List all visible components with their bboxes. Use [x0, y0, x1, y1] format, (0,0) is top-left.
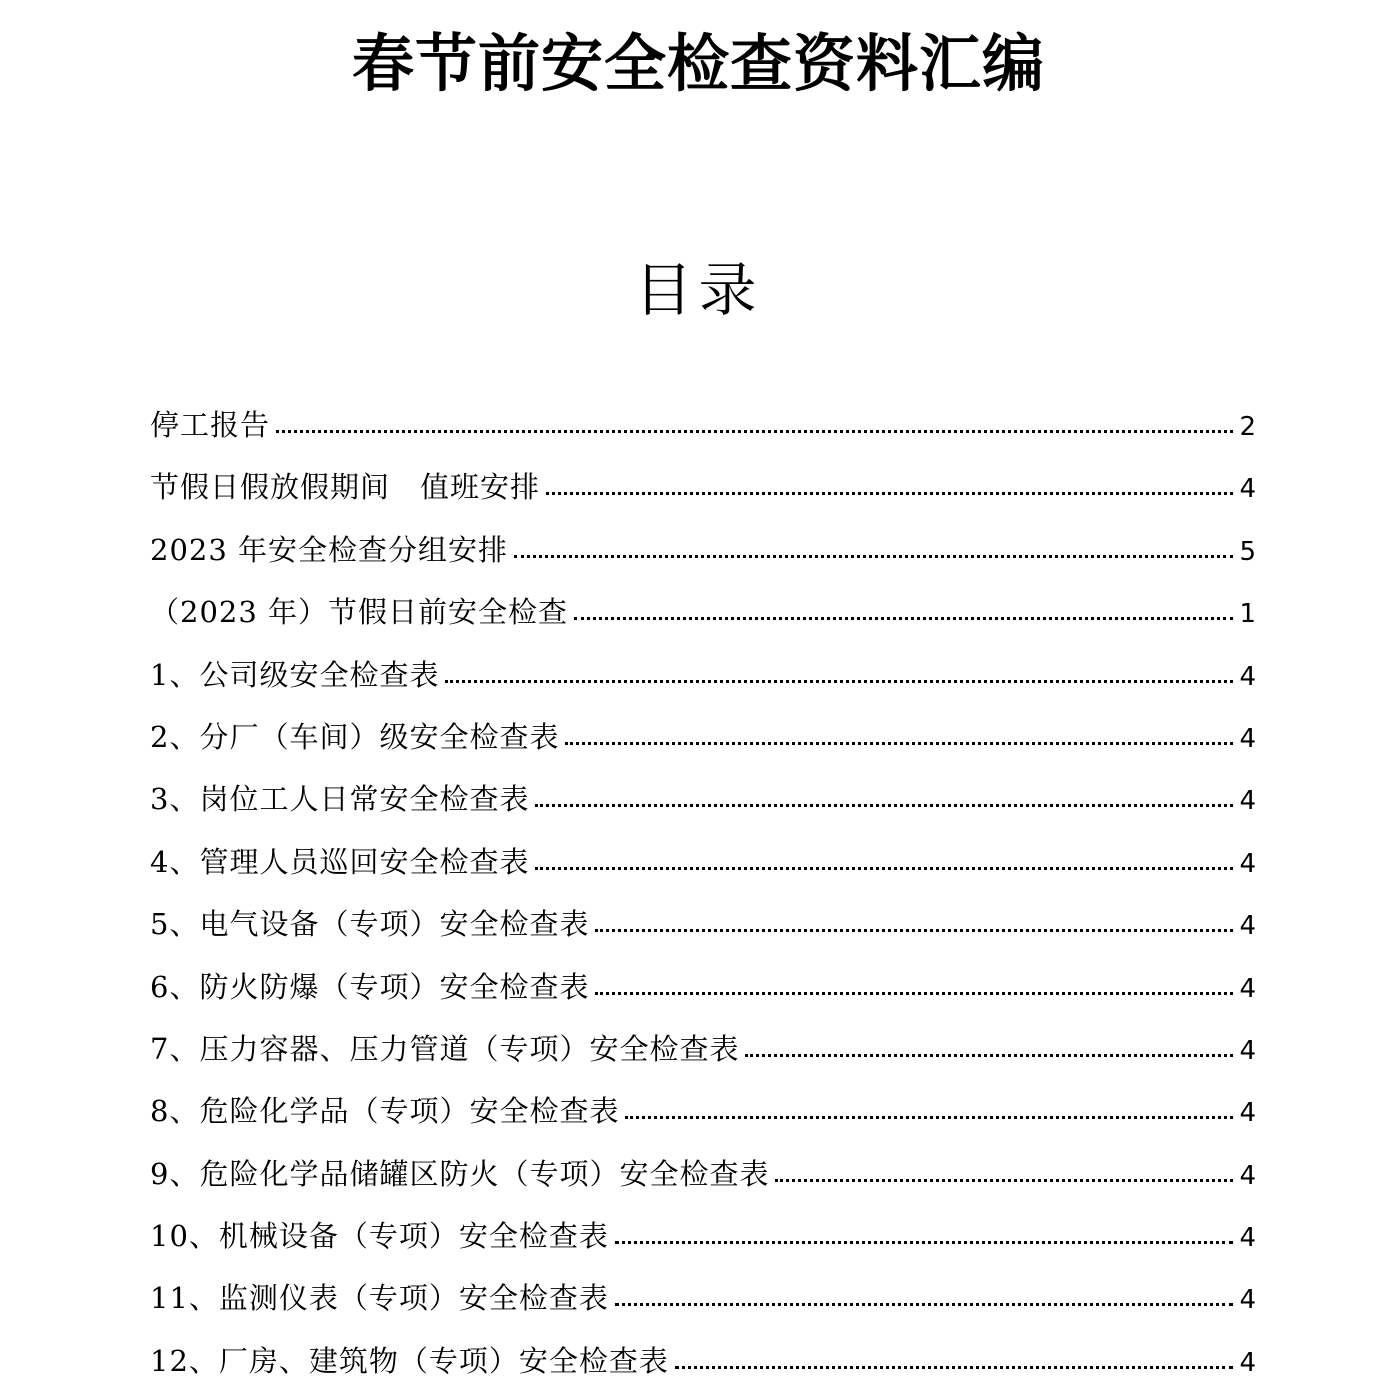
toc-entry-tank-farm-fire-checklist[interactable]: [150, 1151, 1256, 1213]
toc-page-number: 2: [1239, 412, 1256, 442]
toc-page-number: 4: [1239, 973, 1256, 1004]
toc-entry-holiday-duty-schedule[interactable]: [150, 464, 1256, 526]
toc-page-number: 4: [1239, 911, 1256, 942]
toc-page-number: 5: [1239, 536, 1256, 567]
toc-page-number: 4: [1239, 474, 1256, 505]
toc-entry-text: 1、公司级安全检查表: [150, 657, 440, 692]
table-of-contents: [150, 402, 1256, 1400]
toc-entry-company-level-checklist[interactable]: [150, 652, 1256, 714]
toc-dot-leader: [276, 430, 1233, 433]
toc-entry-instruments-checklist[interactable]: [150, 1275, 1256, 1337]
toc-entry-text: 12、厂房、建筑物（专项）安全检查表: [150, 1343, 669, 1378]
toc-dot-leader: [595, 992, 1233, 995]
toc-dot-leader: [625, 1116, 1233, 1119]
toc-dot-leader: [675, 1366, 1234, 1369]
toc-entry-text: 8、危险化学品（专项）安全检查表: [150, 1094, 620, 1129]
toc-entry-stop-work-report[interactable]: [150, 402, 1256, 464]
toc-entry-text: （2023 年）节假日前安全检查: [150, 595, 569, 630]
toc-entry-text: 5、电气设备（专项）安全检查表: [150, 907, 590, 942]
toc-entry-worker-daily-checklist[interactable]: [150, 776, 1256, 838]
toc-entry-workshop-level-checklist[interactable]: [150, 714, 1256, 776]
toc-dot-leader: [535, 804, 1233, 807]
toc-dot-leader: [574, 617, 1233, 620]
toc-entry-text: 7、压力容器、压力管道（专项）安全检查表: [150, 1031, 740, 1066]
toc-dot-leader: [745, 1054, 1233, 1057]
toc-page-number: 1: [1239, 599, 1256, 630]
toc-heading: 目录: [634, 256, 763, 324]
toc-entry-text: 10、机械设备（专项）安全检查表: [150, 1219, 609, 1254]
toc-entry-pre-holiday-inspection[interactable]: [150, 589, 1256, 651]
toc-entry-text: 11、监测仪表（专项）安全检查表: [150, 1281, 609, 1316]
toc-page-number: 4: [1239, 1035, 1256, 1066]
toc-page-number: 4: [1239, 661, 1256, 692]
toc-entry-text: 6、防火防爆（专项）安全检查表: [150, 969, 590, 1004]
toc-entry-electrical-equipment-checklist[interactable]: [150, 901, 1256, 963]
toc-entry-text: 停工报告: [150, 408, 271, 442]
toc-page-number: 4: [1239, 786, 1256, 817]
toc-page-number: 4: [1239, 1223, 1256, 1254]
toc-dot-leader: [445, 680, 1233, 683]
toc-entry-inspection-group-arrangement[interactable]: [150, 527, 1256, 589]
toc-dot-leader: [595, 929, 1233, 932]
toc-dot-leader: [535, 867, 1233, 870]
toc-entry-text: 2023 年安全检查分组安排: [150, 532, 509, 567]
toc-entry-manager-patrol-checklist[interactable]: [150, 839, 1256, 901]
toc-entry-pressure-vessel-checklist[interactable]: [150, 1026, 1256, 1088]
toc-dot-leader: [615, 1303, 1234, 1306]
toc-dot-leader: [615, 1241, 1234, 1244]
toc-dot-leader: [546, 492, 1233, 495]
toc-dot-leader: [514, 555, 1233, 558]
toc-page-number: 4: [1239, 848, 1256, 879]
toc-entry-text: 2、分厂（车间）级安全检查表: [150, 719, 560, 754]
toc-page-number: 4: [1239, 1285, 1256, 1316]
toc-entry-fire-explosion-checklist[interactable]: [150, 964, 1256, 1026]
toc-entry-text: 4、管理人员巡回安全检查表: [150, 844, 530, 879]
document-title: 春节前安全检查资料汇编: [351, 27, 1045, 100]
toc-page-number: 4: [1239, 1347, 1256, 1378]
toc-entry-text: 3、岗位工人日常安全检查表: [150, 782, 530, 817]
toc-dot-leader: [565, 742, 1233, 745]
toc-page-number: 4: [1239, 1098, 1256, 1129]
toc-entry-hazardous-chemicals-checklist[interactable]: [150, 1088, 1256, 1150]
toc-entry-buildings-checklist[interactable]: [150, 1338, 1256, 1400]
toc-page-number: 4: [1239, 1160, 1256, 1191]
toc-dot-leader: [775, 1179, 1233, 1182]
toc-page-number: 4: [1239, 723, 1256, 754]
toc-entry-text: 9、危险化学品储罐区防火（专项）安全检查表: [150, 1156, 770, 1191]
toc-entry-text: 节假日假放假期间 值班安排: [150, 470, 541, 505]
toc-entry-machinery-checklist[interactable]: [150, 1213, 1256, 1275]
